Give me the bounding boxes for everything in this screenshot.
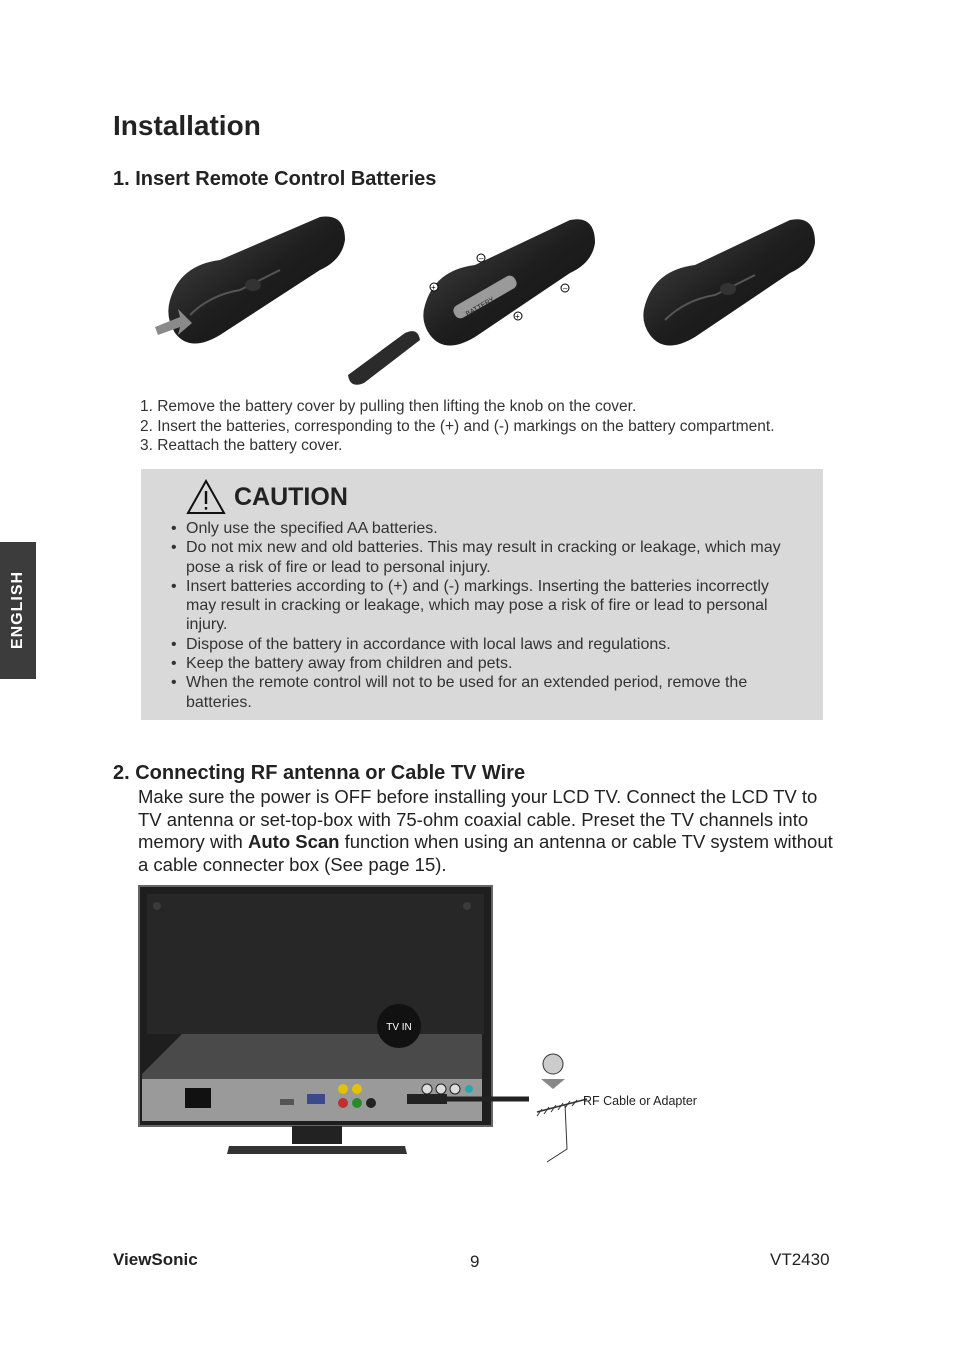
- section-title-rf-antenna: 2. Connecting RF antenna or Cable TV Wire: [113, 762, 526, 784]
- caution-item: • Do not mix new and old batteries. This may result in cracking or leakage, which may pose a risk of fire or lead to personal injury.: [169, 538, 799, 577]
- svg-text:–: –: [479, 254, 484, 263]
- remote-battery-illustration: [150, 205, 820, 390]
- svg-text:–: –: [563, 284, 568, 293]
- rf-cable-label: RF Cable or Adapter: [583, 1094, 697, 1108]
- caution-item: • Insert batteries according to (+) and (-) markings. Inserting the batteries incorrectly may result in cracking or leakage, which may pose a risk of fire or lead to personal injury.: [169, 577, 799, 635]
- footer-brand: ViewSonic: [113, 1250, 198, 1269]
- language-tab-label: ENGLISH: [9, 570, 26, 650]
- page-title: Installation: [113, 110, 261, 141]
- language-tab: [0, 542, 36, 679]
- caution-item: • Dispose of the battery in accordance with local laws and regulations.: [169, 635, 799, 654]
- caution-item: • Keep the battery away from children and pets.: [169, 654, 799, 673]
- step-item: 1. Remove the battery cover by pulling then lifting the knob on the cover.: [140, 398, 637, 415]
- svg-text:+: +: [431, 283, 436, 292]
- caution-box: [141, 469, 823, 720]
- tv-in-label: TV IN: [386, 1022, 412, 1033]
- caution-header: [186, 479, 348, 515]
- caution-item: • When the remote control will not to be used for an extended period, remove the batteries.: [169, 673, 799, 712]
- svg-text:+: +: [515, 312, 520, 321]
- step-item: 2. Insert the batteries, corresponding to the (+) and (-) markings on the battery compartment.: [140, 417, 775, 435]
- footer-model: VT2430: [770, 1250, 830, 1269]
- rf-text-part: function when using an antenna or cable TV system without a cable connecter box (See page 15).: [138, 831, 833, 875]
- tv-rear-connection-illustration: [137, 884, 717, 1166]
- remote-step1-icon: [155, 216, 345, 343]
- rf-instructions-paragraph: [138, 786, 843, 876]
- warning-triangle-icon: [186, 479, 226, 515]
- footer-page-number: 9: [470, 1252, 480, 1271]
- battery-steps-list: [140, 397, 840, 456]
- remote-step2-icon: [348, 219, 595, 385]
- caution-item: • Only use the specified AA batteries.: [169, 519, 799, 538]
- caution-list: [169, 519, 799, 712]
- remote-step3-icon: [643, 219, 815, 345]
- caution-title: CAUTION: [234, 482, 348, 511]
- step-item: 3. Reattach the battery cover.: [140, 437, 343, 454]
- auto-scan-bold: Auto Scan: [248, 831, 340, 852]
- section-title-batteries: 1. Insert Remote Control Batteries: [113, 168, 437, 190]
- rf-text-part: Make sure the power is OFF before installing your LCD TV. Connect the LCD TV to TV antenna or set-top-box with 75-ohm coaxial cable. Preset the TV channels into memory with: [138, 786, 818, 852]
- battery-label: BATTERY: [464, 296, 496, 319]
